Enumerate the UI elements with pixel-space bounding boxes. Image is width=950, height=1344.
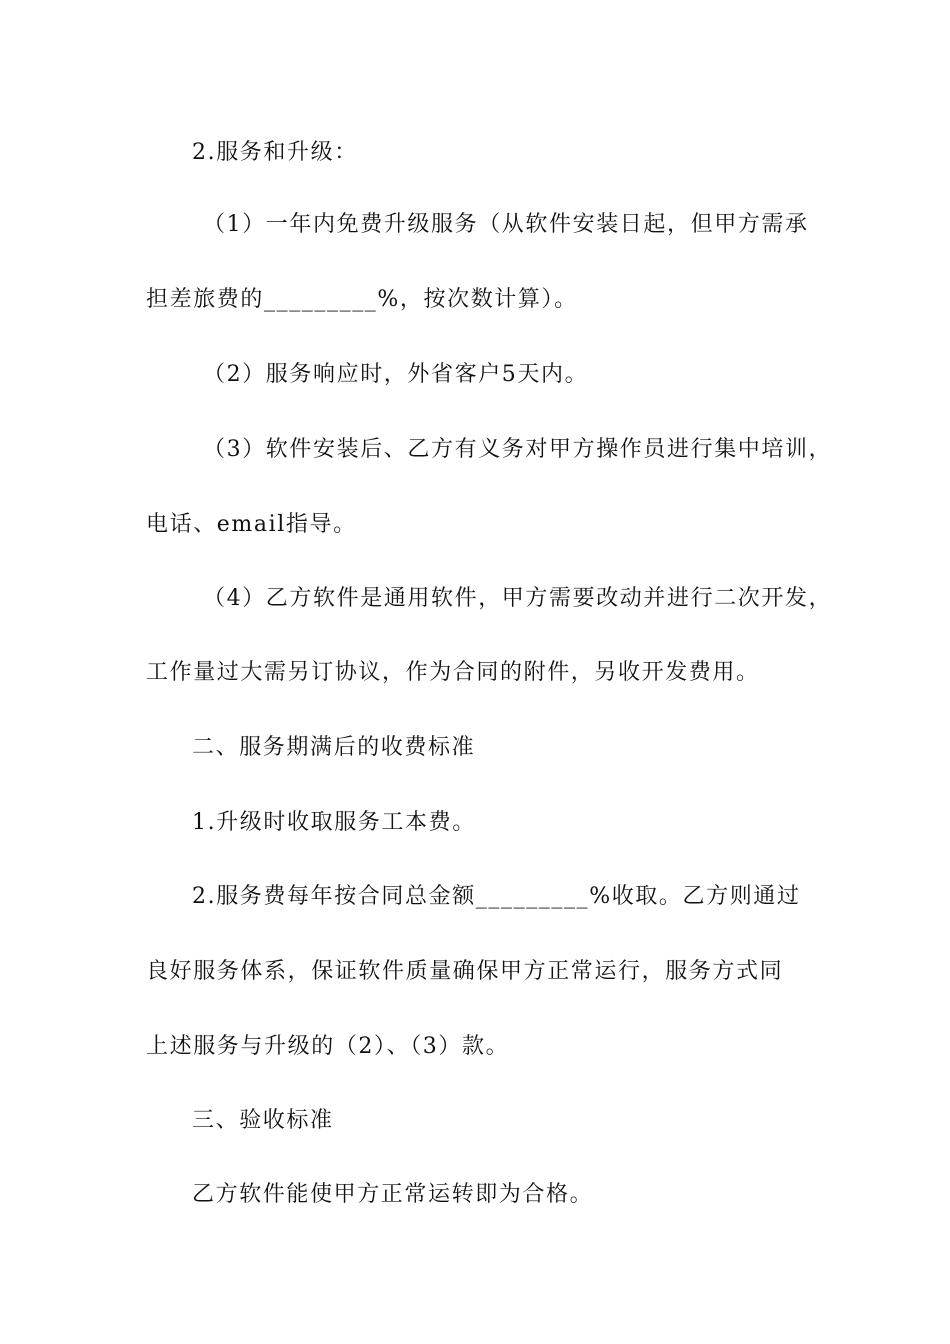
clause-4-line-1: （4）乙方软件是通用软件，甲方需要改动并进行二次开发， — [203, 586, 833, 611]
fee-item-2-line-2: 良好服务体系，保证软件质量确保甲方正常运行，服务方式同 — [146, 959, 784, 984]
section-heading-service-upgrade: 2.服务和升级： — [192, 140, 358, 165]
fee-item-2-line-1: 2.服务费每年按合同总金额_________%收取。乙方则通过 — [192, 884, 801, 909]
acceptance-text: 乙方软件能使甲方正常运转即为合格。 — [192, 1182, 594, 1207]
clause-2-line: （2）服务响应时，外省客户5天内。 — [203, 362, 589, 387]
section-heading-fee-standard: 二、服务期满后的收费标准 — [192, 735, 476, 760]
clause-4-line-2: 工作量过大需另订协议，作为合同的附件，另收开发费用。 — [146, 660, 760, 685]
fee-item-2-line-3: 上述服务与升级的（2）、（3）款。 — [146, 1034, 510, 1059]
clause-3-line-2: 电话、email指导。 — [146, 512, 357, 537]
clause-1-line-1: （1）一年内免费升级服务（从软件安装日起，但甲方需承 — [203, 212, 809, 237]
fee-item-1: 1.升级时收取服务工本费。 — [192, 810, 476, 835]
section-heading-acceptance: 三、验收标准 — [192, 1108, 334, 1133]
clause-1-line-2: 担差旅费的_________%，按次数计算）。 — [146, 287, 578, 312]
clause-3-line-1: （3）软件安装后、乙方有义务对甲方操作员进行集中培训， — [203, 437, 833, 462]
